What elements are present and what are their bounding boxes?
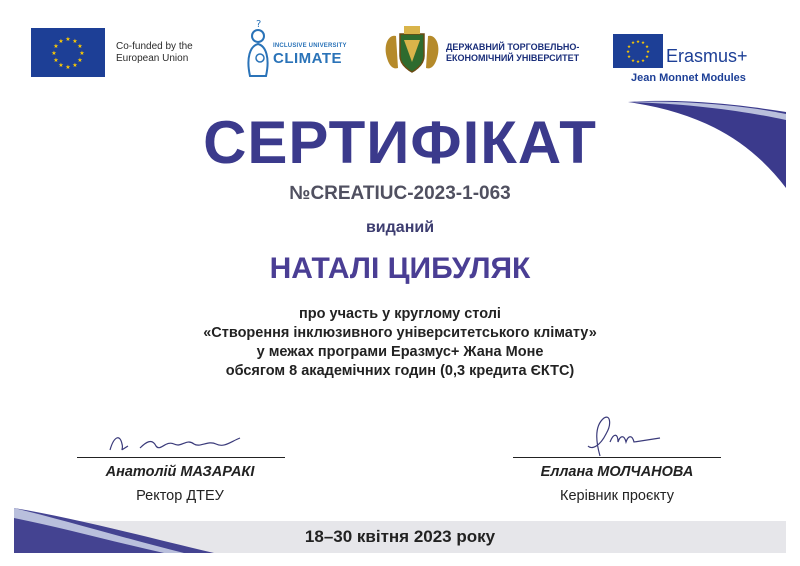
svg-text:★: ★ bbox=[626, 55, 632, 60]
svg-text:★: ★ bbox=[58, 38, 64, 45]
eu-flag-logo bbox=[31, 28, 105, 77]
svg-text:★: ★ bbox=[630, 59, 636, 64]
body-line: «Створення інклюзивного університетського клімату» bbox=[203, 325, 597, 341]
body-line: обсягом 8 академічних годин (0,3 кредита ЄКТС) bbox=[225, 363, 575, 379]
svg-text:★: ★ bbox=[72, 62, 78, 69]
eu-stars-icon bbox=[31, 28, 105, 77]
svg-text:★: ★ bbox=[644, 55, 650, 60]
signatory-name-right: Еллана МОЛЧАНОВА bbox=[540, 464, 694, 480]
signature-line-left bbox=[77, 457, 285, 458]
signatory-role-right: Керівник проєкту bbox=[560, 488, 674, 504]
erasmus-wordmark: Erasmus+ bbox=[666, 46, 748, 66]
svg-text:★: ★ bbox=[65, 64, 71, 71]
university-name: ДЕРЖАВНИЙ ТОРГОВЕЛЬНО- ЕКОНОМІЧНИЙ УНІВЕРСИТЕТ bbox=[446, 42, 580, 63]
svg-text:★: ★ bbox=[645, 50, 651, 55]
university-crest-logo bbox=[382, 24, 442, 76]
svg-text:?: ? bbox=[256, 19, 262, 30]
svg-text:★: ★ bbox=[51, 50, 57, 57]
certificate-date: 18–30 квітня 2023 року bbox=[304, 527, 496, 546]
svg-text:★: ★ bbox=[644, 45, 650, 50]
climate-tagline: INCLUSIVE UNIVERSITY bbox=[273, 43, 347, 49]
jean-monnet-label: Jean Monnet Modules bbox=[631, 72, 746, 84]
person-question-icon bbox=[244, 18, 274, 80]
svg-text:★: ★ bbox=[626, 45, 632, 50]
svg-text:★: ★ bbox=[53, 57, 59, 64]
svg-text:★: ★ bbox=[65, 36, 71, 43]
signatory-name-left: Анатолій МАЗАРАКІ bbox=[105, 464, 255, 480]
signature-line-right bbox=[513, 457, 721, 458]
svg-text:★: ★ bbox=[53, 43, 59, 50]
climate-logo bbox=[244, 18, 339, 80]
climate-wordmark: CLIMATE bbox=[273, 50, 343, 67]
svg-text:★: ★ bbox=[635, 40, 641, 45]
svg-text:★: ★ bbox=[640, 59, 646, 64]
body-line: про участь у круглому столі bbox=[299, 306, 501, 322]
body-line: у межах програми Еразмус+ Жана Моне bbox=[256, 344, 544, 360]
svg-text:★: ★ bbox=[630, 41, 636, 46]
signature-molchanova bbox=[570, 412, 670, 460]
svg-text:★: ★ bbox=[72, 38, 78, 45]
svg-text:★: ★ bbox=[625, 50, 631, 55]
signature-mazaraki bbox=[100, 428, 250, 458]
signatory-role-left: Ректор ДТЕУ bbox=[136, 488, 224, 504]
certificate-title: СЕРТИФІКАТ bbox=[203, 109, 597, 176]
erasmus-flag-logo bbox=[613, 34, 663, 68]
svg-text:★: ★ bbox=[77, 57, 83, 64]
certificate-number: №CREATIUC-2023-1-063 bbox=[289, 183, 511, 204]
crest-icon bbox=[382, 24, 442, 76]
eu-stars-icon bbox=[613, 34, 663, 68]
svg-text:★: ★ bbox=[58, 62, 64, 69]
svg-text:★: ★ bbox=[79, 50, 85, 57]
recipient-name: НАТАЛІ ЦИБУЛЯК bbox=[269, 252, 531, 285]
svg-text:★: ★ bbox=[77, 43, 83, 50]
svg-text:★: ★ bbox=[640, 41, 646, 46]
eu-cofunded-text: Co-funded by the European Union bbox=[116, 41, 193, 64]
issued-label: виданий bbox=[365, 219, 435, 236]
decorative-swoosh-bottom bbox=[14, 508, 214, 553]
svg-text:★: ★ bbox=[635, 60, 641, 65]
certificate-body bbox=[0, 305, 800, 381]
